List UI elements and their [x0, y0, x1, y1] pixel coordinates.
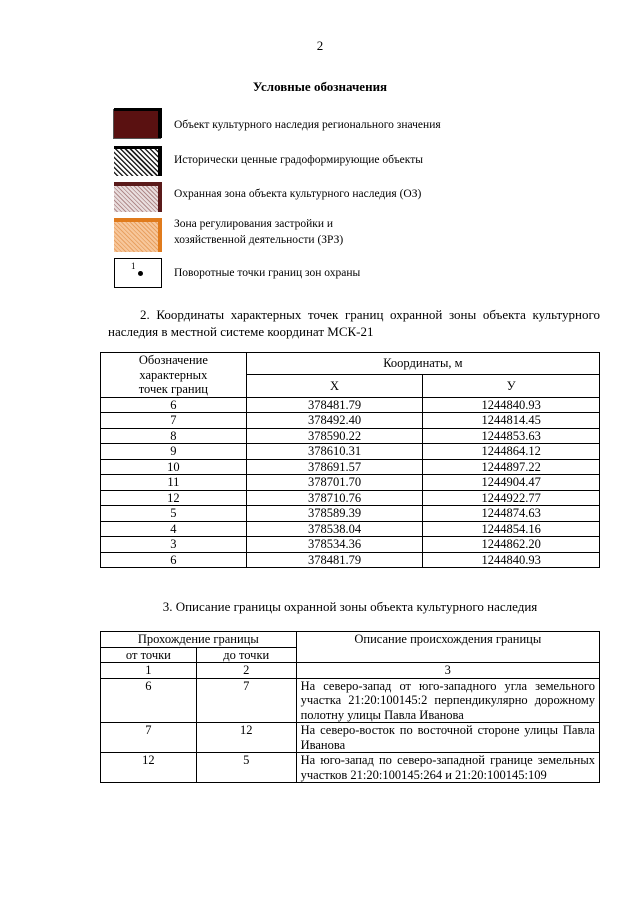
cell-y: 1244862.20	[423, 537, 600, 553]
legend-label: Охранная зона объекта культурного наследия (ОЗ)	[174, 188, 422, 200]
cell-from: 7	[101, 723, 197, 753]
cell-x: 378610.31	[246, 444, 423, 460]
legend-label-line1: Зона регулирования застройки и	[174, 218, 334, 230]
cell-y: 1244922.77	[423, 490, 600, 506]
cell-point: 3	[101, 537, 247, 553]
cell-point: 5	[101, 506, 247, 522]
cell-y: 1244840.93	[423, 552, 600, 568]
legend-label: Поворотные точки границ зон охраны	[174, 267, 361, 279]
cell-from: 6	[101, 678, 197, 723]
table-row	[101, 428, 600, 444]
cell-y: 1244897.22	[423, 459, 600, 475]
header-to: до точки	[196, 647, 296, 663]
header-passage: Прохождение границы	[101, 632, 297, 648]
column-number: 1	[101, 663, 197, 679]
cell-x: 378590.22	[246, 428, 423, 444]
coordinates-table	[100, 352, 600, 568]
header-description: Описание происхождения границы	[296, 632, 599, 663]
regional-heritage-object-swatch	[114, 108, 162, 138]
cell-y: 1244814.45	[423, 413, 600, 429]
table-row	[101, 521, 600, 537]
section-2-heading: 2. Координаты характерных точек границ охранной зоны объекта культурного наследия в местной системе координат МСК-21	[108, 307, 600, 339]
cell-x: 378534.36	[246, 537, 423, 553]
cell-x: 378481.79	[246, 397, 423, 413]
column-number: 2	[196, 663, 296, 679]
point-dot-icon	[138, 271, 143, 276]
turning-point-swatch	[114, 258, 162, 288]
cell-y: 1244853.63	[423, 428, 600, 444]
cell-y: 1244840.93	[423, 397, 600, 413]
cell-x: 378701.70	[246, 475, 423, 491]
cell-point: 9	[101, 444, 247, 460]
cell-point: 10	[101, 459, 247, 475]
header-from: от точки	[101, 647, 197, 663]
cell-to: 12	[196, 723, 296, 753]
cell-x: 378492.40	[246, 413, 423, 429]
table-row	[101, 506, 600, 522]
cell-desc: На северо-восток по восточной стороне улицы Павла Иванова	[296, 723, 599, 753]
cell-point: 12	[101, 490, 247, 506]
cell-y: 1244854.16	[423, 521, 600, 537]
header-x: X	[246, 375, 423, 397]
header-y: У	[423, 375, 600, 397]
cell-desc: На северо-запад от юго-западного угла земельного участка 21:20:100145:2 перпендикулярно дорожному полотну улицы Павла Иванова	[296, 678, 599, 723]
table-row	[101, 490, 600, 506]
page-number: 2	[316, 38, 324, 53]
cell-point: 8	[101, 428, 247, 444]
cell-to: 7	[196, 678, 296, 723]
table-row	[101, 475, 600, 491]
header-point-designation: Обозначение характерных точек границ	[101, 353, 247, 398]
legend-label-line2: хозяйственной деятельности (ЗРЗ)	[174, 234, 344, 246]
cell-point: 11	[101, 475, 247, 491]
legend-title: Условные обозначения	[252, 79, 388, 94]
cell-x: 378691.57	[246, 459, 423, 475]
header-coordinates: Координаты, м	[246, 353, 599, 375]
table-row	[101, 552, 600, 568]
table-row	[101, 397, 600, 413]
historic-objects-swatch	[114, 146, 162, 176]
legend-label: Исторически ценные градоформирующие объекты	[174, 154, 423, 166]
point-number: 1	[131, 261, 136, 271]
cell-point: 6	[101, 552, 247, 568]
column-number: 3	[296, 663, 599, 679]
table-row	[101, 413, 600, 429]
table-row	[101, 537, 600, 553]
boundary-table	[100, 631, 600, 783]
table-row	[101, 444, 600, 460]
cell-x: 378538.04	[246, 521, 423, 537]
cell-x: 378481.79	[246, 552, 423, 568]
table-row	[101, 723, 600, 753]
table-row	[101, 678, 600, 723]
cell-to: 5	[196, 753, 296, 783]
legend-label: Объект культурного наследия регионального значения	[174, 119, 441, 131]
cell-point: 6	[101, 397, 247, 413]
table-row	[101, 459, 600, 475]
cell-desc: На юго-запад по северо-западной границе земельных участков 21:20:100145:264 и 21:20:100145:109	[296, 753, 599, 783]
cell-x: 378589.39	[246, 506, 423, 522]
table-row	[101, 753, 600, 783]
section-3-heading: 3. Описание границы охранной зоны объекта культурного наследия	[162, 599, 538, 614]
cell-y: 1244864.12	[423, 444, 600, 460]
cell-point: 4	[101, 521, 247, 537]
cell-y: 1244904.47	[423, 475, 600, 491]
cell-x: 378710.76	[246, 490, 423, 506]
protection-zone-swatch	[114, 182, 162, 212]
regulation-zone-swatch	[114, 218, 162, 252]
cell-point: 7	[101, 413, 247, 429]
cell-y: 1244874.63	[423, 506, 600, 522]
cell-from: 12	[101, 753, 197, 783]
